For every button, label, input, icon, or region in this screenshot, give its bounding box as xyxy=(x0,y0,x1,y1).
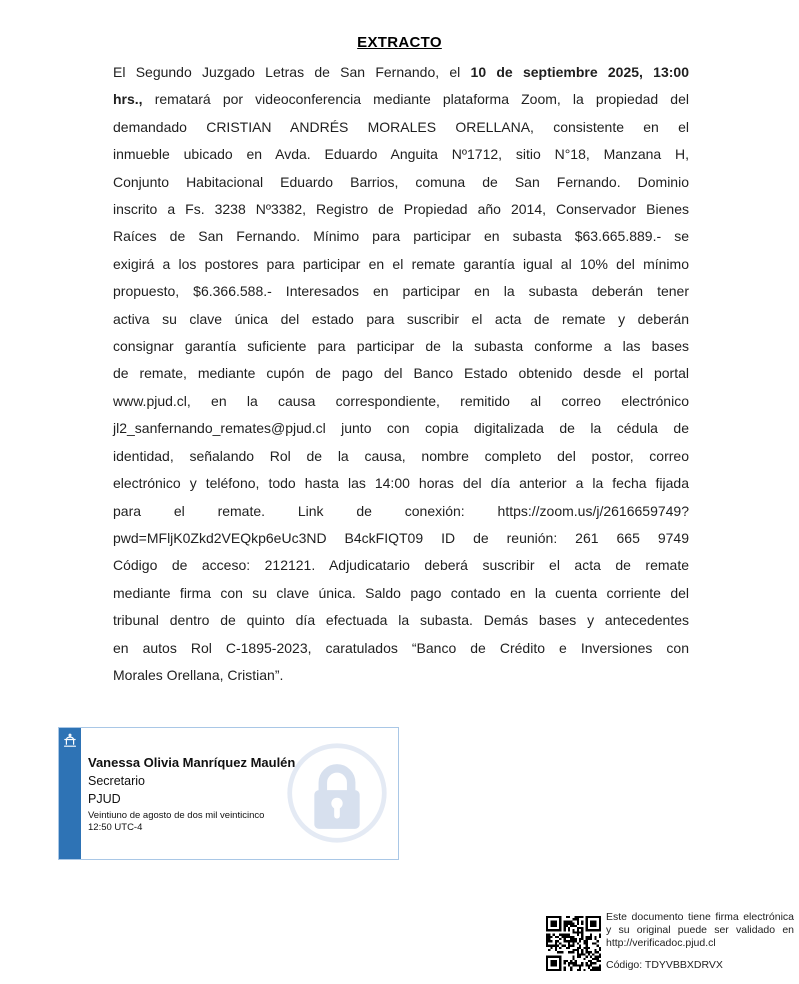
body-line: activa su clave única del estado para suscribir el acta de remate y deberán xyxy=(113,310,689,327)
body-line: Código de acceso: 212121. Adjudicatario deberá suscribir el acta de remate xyxy=(113,557,689,574)
signatory-role: Secretario xyxy=(88,774,145,788)
lock-icon xyxy=(285,741,389,845)
signature-date: Veintiuno de agosto de dos mil veinticinco xyxy=(88,810,265,821)
signature-text xyxy=(88,754,295,834)
body-line: Conjunto Habitacional Eduardo Barrios, comuna de San Fernando. Dominio xyxy=(113,173,689,190)
qr-code xyxy=(546,916,601,971)
body-line: pwd=MFljK0Zkd2VEQkp6eUc3ND B4ckFIQT09 ID de reunión: 261 665 9749 xyxy=(113,529,689,546)
signature-bar xyxy=(59,728,81,859)
body-line: Morales Orellana, Cristian”. xyxy=(113,666,284,683)
verification-code xyxy=(606,959,723,971)
body-line: mediante firma con su clave única. Saldo pago contado en la cuenta corriente del xyxy=(113,584,689,601)
signature-block xyxy=(58,727,399,860)
verification-code-label: Código: xyxy=(606,959,645,971)
body-line: electrónico y teléfono, todo hasta las 14:00 horas del día anterior a la fecha fijada xyxy=(113,475,689,492)
body-line: jl2_sanfernando_remates@pjud.cl junto con copia digitalizada de la cédula de xyxy=(113,420,689,437)
body-line: demandado CRISTIAN ANDRÉS MORALES ORELLANA, consistente en el xyxy=(113,118,689,135)
signature-time: 12:50 UTC-4 xyxy=(88,822,143,833)
verification-code-value: TDYVBBXDRVX xyxy=(644,959,723,971)
body-line: consignar garantía suficiente para participar de la subasta conforme a las bases xyxy=(113,338,689,355)
body-line: de remate, mediante cupón de pago del Banco Estado obtenido desde el portal xyxy=(113,365,689,382)
body-line: www.pjud.cl, en la causa correspondiente, remitido al correo electrónico xyxy=(113,392,689,409)
body-line: inscrito a Fs. 3238 Nº3382, Registro de Propiedad año 2014, Conservador Bienes xyxy=(113,201,689,218)
body-paragraph xyxy=(113,59,689,689)
body-line: tribunal dentro de quinto día efectuada la subasta. Demás bases y antecedentes xyxy=(113,612,689,629)
body-line: Raíces de San Fernando. Mínimo para participar en subasta $63.665.889.- se xyxy=(113,228,689,245)
body-line: en autos Rol C-1895-2023, caratulados “Banco de Crédito e Inversiones con xyxy=(113,639,689,656)
body-line: para el remate. Link de conexión: https://zoom.us/j/2616659749? xyxy=(113,502,689,519)
signatory-institution: PJUD xyxy=(88,792,121,806)
body-line: hrs., rematará por videoconferencia mediante plataforma Zoom, la propiedad del xyxy=(113,91,689,108)
verification-text: Este documento tiene firma electrónica y su original puede ser validado en http://verificadoc.pjud.cl xyxy=(606,911,794,949)
courthouse-icon xyxy=(62,733,78,749)
page-title xyxy=(0,34,799,51)
signatory-name: Vanessa Olivia Manríquez Maulén xyxy=(88,755,296,770)
body-line: inmueble ubicado en Avda. Eduardo Anguita Nº1712, sitio N°18, Manzana H, xyxy=(113,146,689,163)
body-line: propuesto, $6.366.588.- Interesados en participar en la subasta deberán tener xyxy=(113,283,689,300)
body-line: El Segundo Juzgado Letras de San Fernando, el 10 de septiembre 2025, 13:00 xyxy=(113,64,689,80)
page-title-text: EXTRACTO xyxy=(357,34,442,51)
body-line: exigirá a los postores para participar en el remate garantía igual al 10% del mínimo xyxy=(113,255,689,272)
body-line: identidad, señalando Rol de la causa, nombre completo del postor, correo xyxy=(113,447,689,464)
